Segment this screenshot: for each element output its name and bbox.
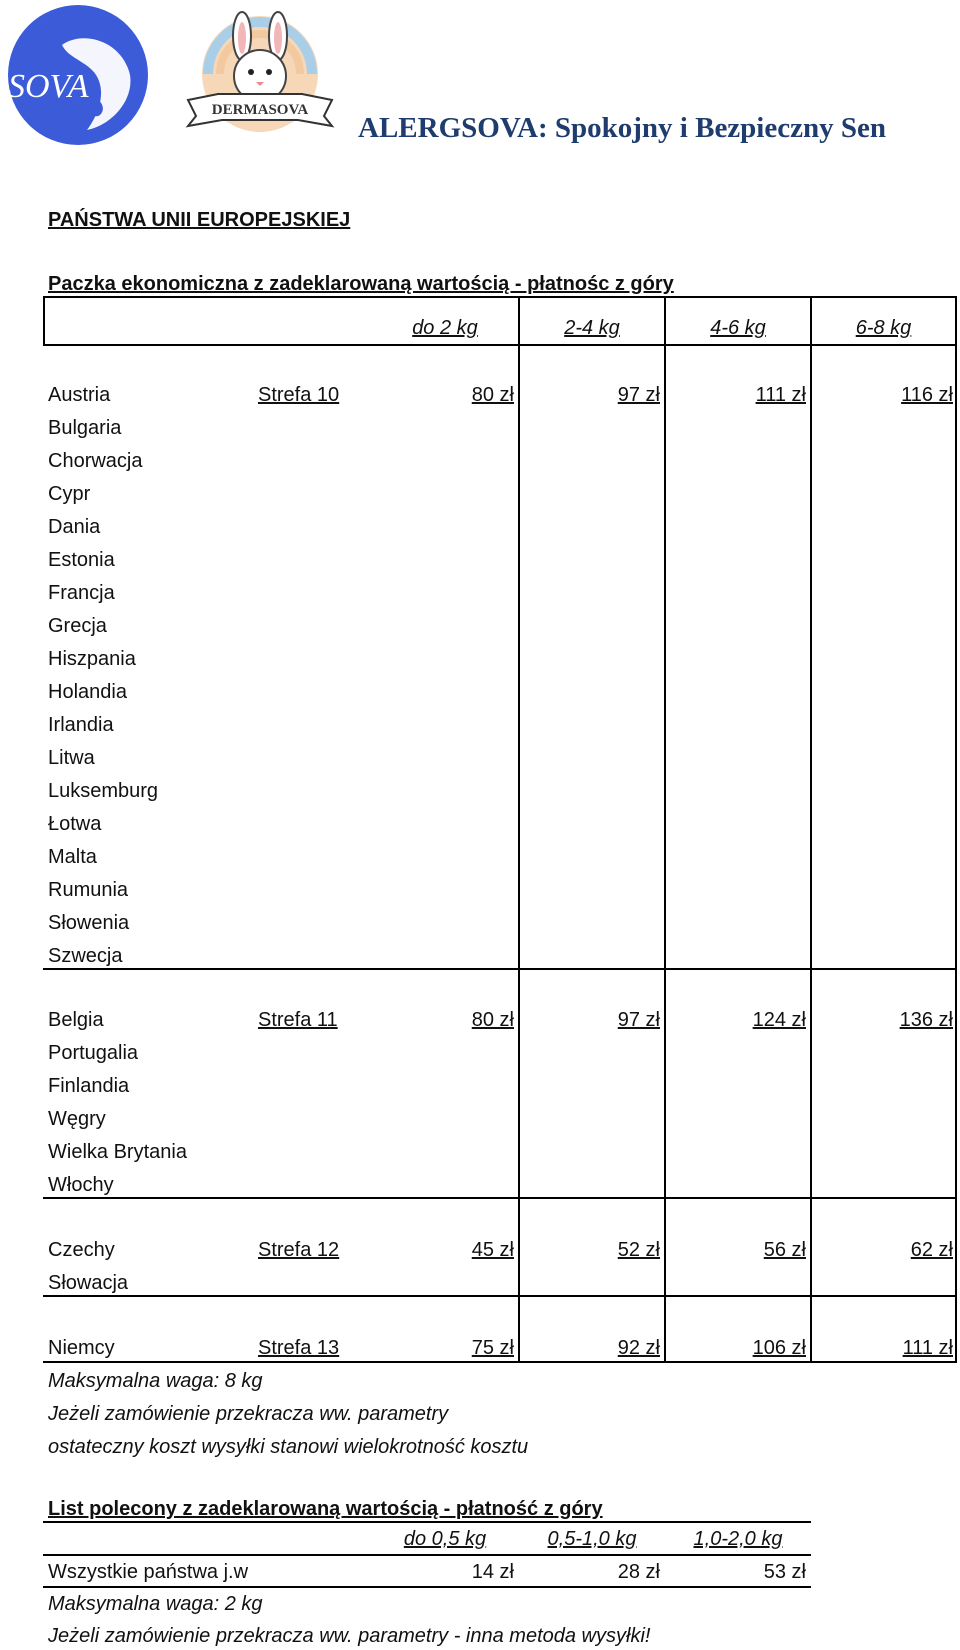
price-cell: 75 zł xyxy=(471,1337,514,1359)
price-cell: 111 zł xyxy=(755,384,806,406)
country-name: Estonia xyxy=(48,549,115,571)
country-name: Włochy xyxy=(48,1174,114,1196)
price-cell: 80 zł xyxy=(471,384,514,406)
sova-logo-text: SOVA xyxy=(8,68,89,105)
price-cell: 116 zł xyxy=(901,384,953,406)
country-name: Czechy xyxy=(48,1239,115,1261)
price-cell: 80 zł xyxy=(471,1009,514,1031)
parcel-weight-header-3: 4-6 kg xyxy=(710,317,766,339)
price-cell: 56 zł xyxy=(763,1239,806,1261)
country-name: Niemcy xyxy=(48,1337,115,1359)
price-cell: 92 zł xyxy=(617,1337,660,1359)
country-name: Grecja xyxy=(48,615,107,637)
price-cell: 124 zł xyxy=(752,1009,806,1031)
country-name: Rumunia xyxy=(48,879,129,901)
dermasova-logo-text: DERMASOVA xyxy=(211,102,309,118)
zone-label: Strefa 13 xyxy=(258,1337,340,1359)
zone-label: Strefa 11 xyxy=(258,1009,338,1031)
parcel-weight-header-2: 2-4 kg xyxy=(564,317,620,339)
parcel-note-exceed: Jeżeli zamówienie przekracza ww. parametry xyxy=(48,1403,449,1425)
letter-table-title: List polecony z zadeklarowaną wartością - płatność z góry xyxy=(48,1498,603,1520)
price-cell: 106 zł xyxy=(752,1337,806,1359)
country-name: Finlandia xyxy=(48,1075,130,1097)
price-cell: 62 zł xyxy=(910,1239,953,1261)
country-name: Francja xyxy=(48,582,115,604)
letter-row-label: Wszystkie państwa j.w xyxy=(48,1561,249,1583)
dermasova-logo xyxy=(178,8,343,136)
parcel-table-title: Paczka ekonomiczna z zadeklarowaną wartością - płatnośc z góry xyxy=(48,273,674,295)
price-cell: 97 zł xyxy=(617,384,660,406)
country-name: Chorwacja xyxy=(48,450,143,472)
letter-weight-header-1: do 0,5 kg xyxy=(403,1528,487,1550)
price-cell: 28 zł xyxy=(617,1561,660,1583)
country-name: Austria xyxy=(48,384,111,406)
country-name: Cypr xyxy=(48,483,91,505)
price-cell: 111 zł xyxy=(902,1337,953,1359)
letter-note-max-weight: Maksymalna waga: 2 kg xyxy=(48,1593,263,1615)
country-name: Luksemburg xyxy=(48,780,159,802)
country-name: Hiszpania xyxy=(48,648,136,670)
country-name: Wielka Brytania xyxy=(48,1141,187,1163)
zone-label: Strefa 12 xyxy=(258,1239,340,1261)
country-name: Bulgaria xyxy=(48,417,122,439)
parcel-note-multiple: ostateczny koszt wysyłki stanowi wielokrotność kosztu xyxy=(48,1436,529,1458)
country-name: Malta xyxy=(48,846,97,868)
price-cell: 136 zł xyxy=(899,1009,953,1031)
country-name: Holandia xyxy=(48,681,127,703)
country-name: Dania xyxy=(48,516,101,538)
country-name: Węgry xyxy=(48,1108,106,1130)
price-cell: 45 zł xyxy=(471,1239,514,1261)
price-cell: 53 zł xyxy=(763,1561,806,1583)
letter-weight-header-3: 1,0-2,0 kg xyxy=(693,1528,783,1550)
country-name: Słowacja xyxy=(48,1272,129,1294)
page-title: ALERGSOVA: Spokojny i Bezpieczny Sen xyxy=(358,112,886,144)
section-title: PAŃSTWA UNII EUROPEJSKIEJ xyxy=(48,209,351,231)
parcel-weight-header-1: do 2 kg xyxy=(412,317,478,339)
parcel-note-max-weight: Maksymalna waga: 8 kg xyxy=(48,1370,263,1392)
country-name: Irlandia xyxy=(48,714,114,736)
country-name: Słowenia xyxy=(48,912,130,934)
price-cell: 97 zł xyxy=(617,1009,660,1031)
country-name: Łotwa xyxy=(48,813,102,835)
price-cell: 14 zł xyxy=(471,1561,514,1583)
sova-logo xyxy=(2,5,154,145)
country-name: Litwa xyxy=(48,747,95,769)
country-name: Portugalia xyxy=(48,1042,139,1064)
country-name: Szwecja xyxy=(48,945,123,967)
letter-weight-header-2: 0,5-1,0 kg xyxy=(547,1528,637,1550)
zone-label: Strefa 10 xyxy=(258,384,340,406)
letter-note-exceed: Jeżeli zamówienie przekracza ww. parametry - inna metoda wysyłki! xyxy=(48,1625,651,1647)
price-cell: 52 zł xyxy=(617,1239,660,1261)
country-name: Belgia xyxy=(48,1009,104,1031)
parcel-weight-header-4: 6-8 kg xyxy=(855,317,912,339)
